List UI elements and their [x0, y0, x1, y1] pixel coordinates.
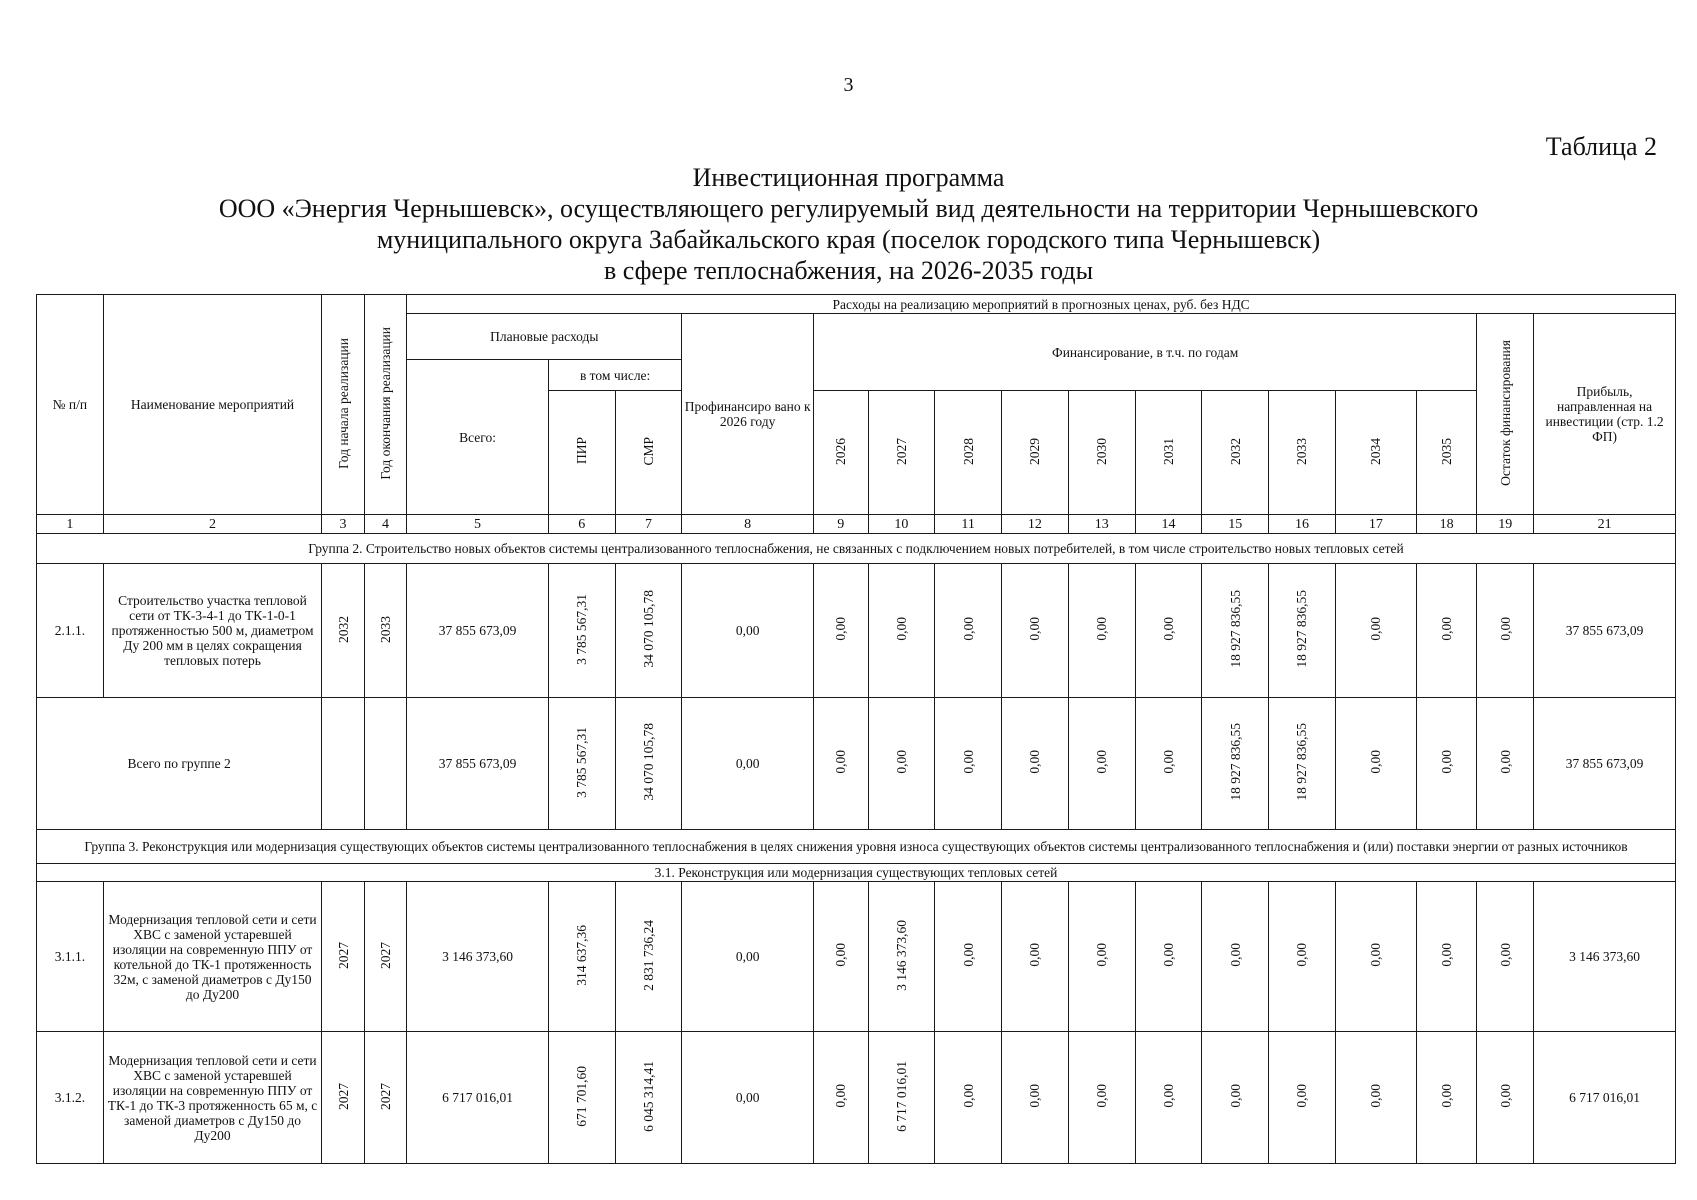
column-number: 18 — [1416, 515, 1477, 534]
row-year-value — [1135, 698, 1202, 830]
row-year-value — [1068, 1032, 1135, 1164]
row-start-year-text: 2027 — [335, 1082, 351, 1110]
row-year-value — [935, 564, 1002, 698]
row-number: 3.1.1. — [37, 882, 104, 1032]
row-profit: 6 717 016,01 — [1534, 1032, 1676, 1164]
row-pir — [548, 698, 615, 830]
row-year-value-text: 0,00 — [960, 943, 976, 967]
header-year — [1416, 391, 1477, 515]
row-financed: 0,00 — [682, 1032, 814, 1164]
row-year-value-text: 0,00 — [1160, 617, 1176, 641]
row-profit: 3 146 373,60 — [1534, 882, 1676, 1032]
row-year-value-text: 0,00 — [1160, 943, 1176, 967]
row-year-value — [1202, 882, 1269, 1032]
column-number: 1 — [37, 515, 104, 534]
row-remainder — [1477, 698, 1534, 830]
row-name: Модернизация тепловой сети и сети ХВС с заменой устаревшей изоляции на современную ППУ от котельной до ТК-1 протяженность 32м, с заменой диаметров с Ду150 до Ду200 — [103, 882, 322, 1032]
row-smr-text: 34 070 105,78 — [641, 590, 656, 668]
row-financed: 0,00 — [682, 698, 814, 830]
header-including: в том числе: — [548, 360, 682, 391]
column-number-row — [37, 515, 1676, 534]
row-year-value — [868, 564, 935, 698]
column-number: 5 — [407, 515, 549, 534]
row-year-value — [1269, 564, 1336, 698]
header-year-text: 2031 — [1160, 437, 1176, 465]
header-financing: Финансирование, в т.ч. по годам — [813, 314, 1477, 391]
table-row — [37, 1032, 1676, 1164]
row-year-value — [813, 564, 868, 698]
row-remainder-text: 0,00 — [1497, 1084, 1513, 1108]
row-year-value — [1269, 1032, 1336, 1164]
row-year-value-text: 0,00 — [1294, 1084, 1310, 1108]
column-number: 13 — [1068, 515, 1135, 534]
row-remainder — [1477, 564, 1534, 698]
header-end-year — [364, 295, 406, 515]
header-year-text: 2030 — [1094, 437, 1110, 465]
row-year-value-text: 0,00 — [1439, 943, 1455, 967]
row-financed: 0,00 — [682, 882, 814, 1032]
row-year-value — [1335, 1032, 1416, 1164]
group-2-title: Группа 2. Строительство новых объектов системы централизованного теплоснабжения, не связанных с подключением новых потребителей, в том числе строительство новых тепловых сетей — [37, 534, 1676, 564]
row-year-value — [813, 698, 868, 830]
row-end-year-text: 2027 — [377, 941, 393, 969]
row-year-value-text: 0,00 — [1368, 750, 1384, 774]
row-year-value — [935, 882, 1002, 1032]
row-number: 3.1.2. — [37, 1032, 104, 1164]
row-year-value — [1068, 882, 1135, 1032]
row-remainder-text: 0,00 — [1497, 617, 1513, 641]
row-year-value — [1416, 1032, 1477, 1164]
header-start-year-text: Год начала реализации — [335, 337, 351, 469]
header-smr — [615, 391, 682, 515]
row-year-value — [1335, 698, 1416, 830]
column-number: 11 — [935, 515, 1002, 534]
row-year-value — [868, 698, 935, 830]
column-number: 14 — [1135, 515, 1202, 534]
row-total: 3 146 373,60 — [407, 882, 549, 1032]
row-total: 6 717 016,01 — [407, 1032, 549, 1164]
row-year-value — [1002, 698, 1069, 830]
row-end-year-text: 2033 — [377, 615, 393, 643]
header-total: Всего: — [407, 360, 549, 515]
header-remainder — [1477, 314, 1534, 515]
header-year-text: 2029 — [1027, 437, 1043, 465]
row-year-value — [1135, 564, 1202, 698]
column-number: 12 — [1002, 515, 1069, 534]
column-number: 9 — [813, 515, 868, 534]
row-total: 37 855 673,09 — [407, 698, 549, 830]
row-year-value-text: 0,00 — [1439, 750, 1455, 774]
row-year-value-text: 0,00 — [960, 750, 976, 774]
title-line: ООО «Энергия Чернышевск», осуществляющего регулируемый вид деятельности на территории Чернышевского — [218, 194, 1479, 223]
table-label: Таблица 2 — [1545, 132, 1657, 161]
header-end-year-text: Год окончания реализации — [377, 326, 393, 480]
row-year-value-text: 0,00 — [1094, 750, 1110, 774]
row-year-value-text: 0,00 — [1027, 750, 1043, 774]
row-year-value-text: 0,00 — [1094, 943, 1110, 967]
row-smr-text: 6 045 314,41 — [641, 1060, 656, 1132]
header-year-text: 2026 — [833, 437, 849, 465]
page-number: 3 — [843, 74, 854, 96]
table-row — [37, 564, 1676, 698]
row-year-value — [1335, 882, 1416, 1032]
row-smr-text: 34 070 105,78 — [641, 723, 656, 801]
row-year-value-text: 0,00 — [1227, 1084, 1243, 1108]
row-year-value — [1416, 882, 1477, 1032]
row-year-value — [868, 1032, 935, 1164]
row-year-value-text: 0,00 — [1439, 617, 1455, 641]
row-year-value-text: 0,00 — [1294, 943, 1310, 967]
row-year-value — [1135, 882, 1202, 1032]
column-number: 7 — [615, 515, 682, 534]
row-year-value — [1269, 882, 1336, 1032]
row-year-value-text: 0,00 — [1027, 1084, 1043, 1108]
column-number: 19 — [1477, 515, 1534, 534]
group-total-row — [37, 698, 1676, 830]
group-row — [37, 830, 1676, 864]
group-total-label: Всего по группе 2 — [37, 698, 322, 830]
subgroup-3-1-title: 3.1. Реконструкция или модернизация существующих тепловых сетей — [37, 864, 1676, 882]
row-number: 2.1.1. — [37, 564, 104, 698]
header-name: Наименование мероприятий — [103, 295, 322, 515]
row-year-value-text: 0,00 — [1227, 943, 1243, 967]
column-number: 16 — [1269, 515, 1336, 534]
row-end-year-text: 2027 — [377, 1082, 393, 1110]
row-year-value-text: 0,00 — [1094, 1084, 1110, 1108]
row-remainder-text: 0,00 — [1497, 750, 1513, 774]
group-3-title: Группа 3. Реконструкция или модернизация существующих объектов системы централизованного теплоснабжения в целях снижения уровня износа существующих объектов системы централизованного теплоснабжения и (или) поставки энергии от разных источников — [37, 830, 1676, 864]
header-year-text: 2035 — [1439, 437, 1455, 465]
row-year-value — [1416, 698, 1477, 830]
row-pir — [548, 1032, 615, 1164]
row-year-value — [1416, 564, 1477, 698]
row-year-value — [1202, 1032, 1269, 1164]
row-year-value-text: 0,00 — [960, 617, 976, 641]
column-number: 17 — [1335, 515, 1416, 534]
row-smr-text: 2 831 736,24 — [641, 919, 656, 991]
header-year-text: 2027 — [893, 437, 909, 465]
row-year-value — [935, 1032, 1002, 1164]
row-year-value-text: 0,00 — [893, 617, 909, 641]
column-number: 10 — [868, 515, 935, 534]
row-year-value-text: 6 717 016,01 — [893, 1060, 909, 1132]
row-year-value — [1002, 564, 1069, 698]
header-remainder-text: Остаток финансирования — [1497, 339, 1513, 486]
row-year-value — [1202, 564, 1269, 698]
header-year — [1269, 391, 1336, 515]
header-year-text: 2034 — [1368, 437, 1384, 465]
header-year — [1002, 391, 1069, 515]
row-name: Модернизация тепловой сети и сети ХВС с заменой устаревшей изоляции на современную ППУ от ТК-1 до ТК-3 протяженность 65 м, с заменой диаметров с Ду150 до Ду200 — [103, 1032, 322, 1164]
header-year-text: 2032 — [1227, 437, 1243, 465]
row-year-value-text: 0,00 — [960, 1084, 976, 1108]
row-financed: 0,00 — [682, 564, 814, 698]
row-pir — [548, 564, 615, 698]
row-year-value-text: 18 927 836,55 — [1227, 723, 1243, 801]
row-year-value-text: 0,00 — [1439, 1084, 1455, 1108]
row-year-value-text: 3 146 373,60 — [893, 919, 909, 991]
row-year-value — [1002, 1032, 1069, 1164]
row-pir — [548, 882, 615, 1032]
row-year-value — [1068, 564, 1135, 698]
column-number: 8 — [682, 515, 814, 534]
column-number: 15 — [1202, 515, 1269, 534]
title-line: в сфере теплоснабжения, на 2026-2035 годы — [603, 256, 1094, 285]
row-smr — [615, 698, 682, 830]
row-year-value — [1002, 882, 1069, 1032]
column-number: 21 — [1534, 515, 1676, 534]
header-year-text: 2028 — [960, 437, 976, 465]
row-smr — [615, 1032, 682, 1164]
row-year-value-text: 0,00 — [1160, 1084, 1176, 1108]
row-end-year — [364, 1032, 406, 1164]
header-costs: Расходы на реализацию мероприятий в прогнозных ценах, руб. без НДС — [407, 295, 1676, 314]
header-row — [37, 295, 1676, 314]
row-start-year — [322, 564, 364, 698]
row-year-value-text: 0,00 — [833, 943, 849, 967]
header-year — [1135, 391, 1202, 515]
row-remainder-text: 0,00 — [1497, 943, 1513, 967]
row-start-year — [322, 698, 364, 830]
row-year-value-text: 0,00 — [1027, 943, 1043, 967]
column-number: 4 — [364, 515, 406, 534]
row-year-value-text: 18 927 836,55 — [1227, 590, 1243, 668]
header-year-text: 2033 — [1294, 437, 1310, 465]
row-start-year — [322, 882, 364, 1032]
investment-table — [36, 294, 1676, 1164]
row-profit: 37 855 673,09 — [1534, 564, 1676, 698]
header-planned: Плановые расходы — [407, 314, 682, 360]
header-start-year — [322, 295, 364, 515]
row-year-value-text: 18 927 836,55 — [1294, 723, 1310, 801]
row-year-value-text: 0,00 — [1160, 750, 1176, 774]
row-year-value — [868, 882, 935, 1032]
row-year-value-text: 0,00 — [1368, 1084, 1384, 1108]
header-smr-text: СМР — [641, 436, 656, 466]
row-year-value-text: 0,00 — [833, 750, 849, 774]
row-end-year — [364, 882, 406, 1032]
row-total: 37 855 673,09 — [407, 564, 549, 698]
row-name: Строительство участка тепловой сети от ТК-3-4-1 до ТК-1-0-1 протяженностью 500 м, диаметром Ду 200 мм в целях сокращения тепловых потерь — [103, 564, 322, 698]
row-year-value — [1269, 698, 1336, 830]
row-year-value-text: 0,00 — [1368, 617, 1384, 641]
header-year — [1335, 391, 1416, 515]
column-number: 6 — [548, 515, 615, 534]
header-year — [813, 391, 868, 515]
row-start-year — [322, 1032, 364, 1164]
row-year-value-text: 18 927 836,55 — [1294, 590, 1310, 668]
row-pir-text: 314 637,36 — [574, 924, 590, 986]
row-end-year — [364, 698, 406, 830]
header-pir — [548, 391, 615, 515]
row-start-year-text: 2032 — [335, 615, 351, 643]
row-year-value-text: 0,00 — [833, 1084, 849, 1108]
row-year-value-text: 0,00 — [1094, 617, 1110, 641]
document-title — [0, 162, 1697, 286]
row-year-value — [813, 882, 868, 1032]
row-year-value-text: 0,00 — [893, 750, 909, 774]
row-remainder — [1477, 882, 1534, 1032]
header-financed: Профинансиро вано к 2026 году — [682, 314, 814, 515]
row-year-value — [935, 698, 1002, 830]
row-profit: 37 855 673,09 — [1534, 698, 1676, 830]
row-smr — [615, 564, 682, 698]
header-year — [1202, 391, 1269, 515]
group-row — [37, 534, 1676, 564]
row-year-value — [1135, 1032, 1202, 1164]
header-year — [868, 391, 935, 515]
row-smr — [615, 882, 682, 1032]
row-pir-text: 671 701,60 — [574, 1065, 590, 1127]
header-year — [935, 391, 1002, 515]
row-end-year — [364, 564, 406, 698]
table-row — [37, 882, 1676, 1032]
header-no: № п/п — [37, 295, 104, 515]
row-year-value — [1335, 564, 1416, 698]
row-pir-text: 3 785 567,31 — [574, 726, 590, 798]
title-line: Инвестиционная программа — [692, 163, 1005, 192]
row-remainder — [1477, 1032, 1534, 1164]
row-year-value — [1202, 698, 1269, 830]
row-year-value — [1068, 698, 1135, 830]
header-year — [1068, 391, 1135, 515]
row-year-value-text: 0,00 — [1027, 617, 1043, 641]
row-year-value-text: 0,00 — [833, 617, 849, 641]
row-pir-text: 3 785 567,31 — [574, 593, 590, 665]
row-year-value-text: 0,00 — [1368, 943, 1384, 967]
title-line: муниципального округа Забайкальского края (поселок городского типа Чернышевск) — [376, 225, 1321, 254]
header-pir-text: ПИР — [574, 437, 590, 465]
row-year-value — [813, 1032, 868, 1164]
header-profit: Прибыль, направленная на инвестиции (стр. 1.2 ФП) — [1534, 314, 1676, 515]
row-start-year-text: 2027 — [335, 941, 351, 969]
column-number: 3 — [322, 515, 364, 534]
subgroup-row — [37, 864, 1676, 882]
column-number: 2 — [103, 515, 322, 534]
